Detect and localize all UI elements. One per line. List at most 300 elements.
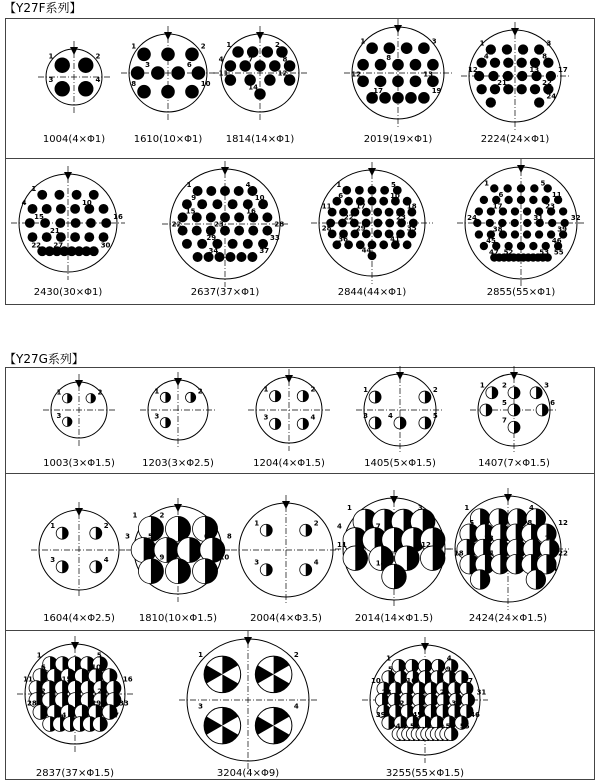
key-marker-icon xyxy=(368,168,376,176)
connector-diagram xyxy=(34,37,114,117)
contact-pin xyxy=(197,199,207,209)
contact-pin xyxy=(270,418,281,429)
pin-number-label: 12 xyxy=(467,65,478,74)
pin-number-label: 10 xyxy=(390,191,400,200)
pin-number-label: 1 xyxy=(48,52,54,61)
contact-pin xyxy=(530,387,542,399)
contact-pin xyxy=(161,85,175,99)
pin-number-label: 1 xyxy=(56,388,62,397)
contact-pin xyxy=(526,570,545,589)
connector-caption: 2014(14×Φ1.5) xyxy=(354,613,434,624)
pin-number-label: 1 xyxy=(198,651,203,660)
pin-number-label: 17 xyxy=(463,677,473,686)
contact-pin xyxy=(72,190,82,200)
contact-pin-large xyxy=(204,656,241,693)
pin-number-label: 23 xyxy=(97,687,107,696)
pin-number-label: 8 xyxy=(427,522,433,531)
contact-pin xyxy=(254,60,265,71)
contact-pin xyxy=(380,186,389,195)
contact-pin xyxy=(369,417,381,429)
pin-number-label: 10 xyxy=(82,198,92,207)
contact-pin xyxy=(476,84,486,94)
pin-number-label: 2 xyxy=(95,52,101,61)
contact-pin xyxy=(523,219,531,227)
contact-pin xyxy=(517,71,527,81)
pin-number-label: 52 xyxy=(409,722,420,731)
contact-pin xyxy=(517,196,525,204)
pin-number-label: 17 xyxy=(492,202,503,211)
pin-number-label: 4 xyxy=(245,181,251,190)
pin-number-label: 4 xyxy=(21,198,27,207)
connector-face-svg xyxy=(227,491,345,609)
connector-diagram xyxy=(158,157,292,291)
contact-pin xyxy=(403,240,412,249)
contact-pin xyxy=(131,66,145,80)
pin-number-label: 11 xyxy=(337,540,347,549)
pin-number-label: 28 xyxy=(274,220,285,229)
contact-pin xyxy=(84,232,94,242)
pin-number-label: 35 xyxy=(406,224,417,233)
pin-number-label: 1 xyxy=(132,511,138,520)
contact-pin xyxy=(508,387,520,399)
pin-number-label: 16 xyxy=(406,677,417,686)
connector-caption: 1204(4×Φ1.5) xyxy=(253,458,325,469)
key-marker-icon xyxy=(285,375,293,383)
contact-pin xyxy=(375,59,387,71)
contact-pin xyxy=(427,59,439,71)
contact-pin xyxy=(182,239,192,249)
contact-pin xyxy=(503,58,513,68)
connector-face-svg xyxy=(122,494,234,606)
contact-pin xyxy=(530,84,540,94)
pin-number-label: 3 xyxy=(263,413,269,422)
pin-number-label: 2 xyxy=(159,511,165,520)
pin-number-label: 22 xyxy=(35,687,46,696)
connector-diagram xyxy=(39,370,119,450)
pin-number-label: 5 xyxy=(540,179,546,188)
contact-pin xyxy=(300,524,312,536)
contact-pin xyxy=(518,44,528,54)
connector-caption: 2844(44×Φ1) xyxy=(337,287,407,298)
contact-pin xyxy=(70,204,80,214)
contact-pin xyxy=(220,186,230,196)
key-marker-icon xyxy=(517,165,525,173)
pin-number-label: 3 xyxy=(145,61,150,70)
pin-number-label: 3 xyxy=(254,558,260,567)
contact-pin xyxy=(382,564,407,589)
pin-number-label: 4 xyxy=(95,76,101,85)
contact-pin xyxy=(523,230,531,238)
pin-number-label: 1 xyxy=(386,654,391,663)
contact-pin xyxy=(503,184,511,192)
pin-number-label: 10 xyxy=(200,79,211,88)
pin-number-label: 7 xyxy=(375,522,381,531)
contact-pin xyxy=(101,218,111,228)
connector-diagram xyxy=(331,486,457,612)
contact-pin xyxy=(385,208,394,217)
pin-number-label: 22 xyxy=(171,220,182,229)
pin-number-label: 23 xyxy=(396,213,406,222)
contact-pin xyxy=(366,42,378,54)
contact-pin xyxy=(78,58,93,73)
contact-pin xyxy=(234,186,244,196)
pin-number-label: 29 xyxy=(91,699,102,708)
connector-face-svg xyxy=(443,484,573,614)
pin-number-label: 12 xyxy=(558,518,568,527)
pin-number-label: 45 xyxy=(412,710,423,719)
contact-pin xyxy=(185,47,199,61)
pin-number-label: 38 xyxy=(451,699,462,708)
connector-diagram xyxy=(27,498,131,602)
pin-number-label: 2 xyxy=(97,388,103,397)
pin-number-label: 15 xyxy=(61,675,72,684)
contact-pin xyxy=(418,92,430,104)
connector-face-svg xyxy=(358,633,492,767)
connector-diagram xyxy=(453,155,589,291)
pin-number-label: 32 xyxy=(394,699,405,708)
pin-number-label: 24 xyxy=(547,564,558,573)
pin-number-label: 38 xyxy=(492,225,503,234)
contact-pin xyxy=(343,546,368,571)
connector-caption: 2430(30×Φ1) xyxy=(33,287,103,298)
pin-number-label: 41 xyxy=(390,235,400,244)
contact-pin xyxy=(369,391,381,403)
contact-pin xyxy=(212,199,222,209)
pin-number-label: 39 xyxy=(375,710,386,719)
contact-pin xyxy=(379,240,388,249)
contact-pin xyxy=(247,252,257,262)
connector-face-svg xyxy=(117,22,219,124)
contact-pin xyxy=(262,212,272,222)
connector-caption: 1810(10×Φ1.5) xyxy=(138,613,218,624)
contact-pin xyxy=(529,196,537,204)
pin-number-label: 1 xyxy=(479,39,485,48)
pin-number-label: 53 xyxy=(445,722,456,731)
contact-pin xyxy=(486,97,496,107)
contact-pin xyxy=(529,242,537,250)
pin-number-label: 23 xyxy=(381,688,392,697)
pin-number-label: 28 xyxy=(27,699,37,708)
connector-face-svg xyxy=(34,37,114,117)
pin-number-label: 34 xyxy=(56,711,67,720)
pin-number-label: 36 xyxy=(338,235,348,244)
pin-number-label: 12 xyxy=(351,70,362,79)
key-marker-icon xyxy=(174,378,182,386)
contact-pin xyxy=(56,527,68,539)
contact-pin xyxy=(420,546,445,571)
pin-number-label: 5 xyxy=(432,411,438,420)
pin-number-label: 3 xyxy=(198,702,203,711)
pin-number-label: 1 xyxy=(50,522,56,531)
connector-face-svg xyxy=(244,365,334,455)
contact-pin xyxy=(535,230,543,238)
contact-pin xyxy=(228,199,238,209)
connector-diagram xyxy=(340,15,456,131)
contact-pin xyxy=(55,81,70,96)
pin-number-label: 22 xyxy=(343,213,354,222)
pin-number-label: 30 xyxy=(100,241,111,250)
contact-pin xyxy=(357,59,369,71)
key-marker-icon xyxy=(71,642,79,650)
contact-pin xyxy=(161,47,175,61)
pin-number-label: 7 xyxy=(248,55,254,64)
connector-diagram xyxy=(227,491,345,609)
contact-pin xyxy=(373,230,382,239)
contact-pin xyxy=(62,393,72,403)
pin-number-label: 4 xyxy=(529,503,534,512)
key-marker-icon xyxy=(510,372,518,380)
pin-number-label: 10 xyxy=(254,194,265,203)
pin-number-label: 5 xyxy=(148,532,153,541)
contact-pin xyxy=(171,66,185,80)
contact-pin xyxy=(410,75,422,87)
section-title-y27g: 【Y27G系列】 xyxy=(4,352,84,366)
pin-number-label: 47 xyxy=(488,248,499,257)
contact-pin xyxy=(530,184,538,192)
connector-diagram xyxy=(122,494,234,606)
pin-number-label: 8 xyxy=(282,55,288,64)
contact-pin xyxy=(160,418,170,428)
pin-number-label: 10 xyxy=(91,663,102,672)
connector-caption: 2224(24×Φ1) xyxy=(480,134,550,145)
contact-pin xyxy=(243,239,253,249)
pin-number-label: 4 xyxy=(310,413,316,422)
connector-face-svg xyxy=(27,498,131,602)
pin-number-label: 1 xyxy=(363,386,368,395)
connector-diagram xyxy=(209,22,311,124)
connector-face-svg xyxy=(331,486,457,612)
pin-number-label: 6 xyxy=(550,399,555,407)
pin-number-label: 15 xyxy=(34,213,44,222)
contact-pin xyxy=(523,207,531,215)
key-marker-icon xyxy=(244,637,252,645)
contact-pin xyxy=(405,92,417,104)
connector-diagram xyxy=(117,22,219,124)
pin-number-label: 3 xyxy=(417,504,423,513)
pin-number-label: 15 xyxy=(185,207,196,216)
pin-number-label: 7 xyxy=(502,416,507,425)
contact-pin xyxy=(71,218,81,228)
contact-pin xyxy=(297,391,308,402)
contact-pin xyxy=(297,418,308,429)
pin-number-label: 46 xyxy=(470,710,480,719)
contact-pin xyxy=(375,75,387,87)
contact-pin xyxy=(260,564,272,576)
contact-pin xyxy=(486,387,498,399)
connector-face-svg xyxy=(175,627,321,773)
pin-number-label: 22 xyxy=(31,241,42,250)
contact-pin xyxy=(62,417,72,427)
connector-face-svg xyxy=(209,22,311,124)
contact-pin xyxy=(392,59,404,71)
key-marker-icon xyxy=(164,32,172,40)
pin-number-label: 28 xyxy=(321,224,332,233)
contact-pin xyxy=(385,219,394,228)
connector-caption: 2837(37×Φ1.5) xyxy=(35,768,115,779)
pin-number-label: 11 xyxy=(551,190,562,199)
connector-diagram xyxy=(13,632,137,756)
pin-number-label: 9 xyxy=(445,665,451,674)
contact-pin xyxy=(99,204,109,214)
pin-number-label: 3 xyxy=(154,412,160,421)
key-marker-icon xyxy=(70,47,78,55)
contact-pin xyxy=(511,207,519,215)
connector-caption: 1405(5×Φ1.5) xyxy=(364,458,436,469)
pin-number-label: 3 xyxy=(546,39,552,48)
contact-pin xyxy=(264,74,275,85)
connector-diagram xyxy=(358,633,492,767)
contact-pin xyxy=(186,392,196,402)
pin-number-label: 3 xyxy=(544,381,550,390)
pin-number-label: 8 xyxy=(386,53,392,62)
contact-pin-large xyxy=(204,707,241,744)
pin-number-label: 11 xyxy=(218,69,229,78)
pin-number-label: 2 xyxy=(310,385,316,394)
connector-caption: 1004(4×Φ1) xyxy=(42,134,106,145)
pin-number-label: 2 xyxy=(502,381,507,390)
pin-number-label: 4 xyxy=(483,52,489,61)
contact-pin xyxy=(234,212,244,222)
contact-pin xyxy=(342,186,351,195)
contact-pin xyxy=(511,219,519,227)
key-marker-icon xyxy=(421,643,429,651)
connector-face-svg xyxy=(39,370,119,450)
key-marker-icon xyxy=(390,496,398,504)
contact-pin xyxy=(206,186,216,196)
pin-number-label: 1 xyxy=(336,180,342,189)
pin-number-label: 10 xyxy=(219,553,230,562)
contact-pin xyxy=(368,186,377,195)
pin-number-label: 1 xyxy=(186,181,192,190)
pin-number-label: 4 xyxy=(337,522,342,531)
contact-pin xyxy=(517,58,527,68)
contact-pin xyxy=(193,252,203,262)
contact-pin xyxy=(490,184,498,192)
pin-number-label: 3 xyxy=(50,555,56,564)
contact-pin xyxy=(504,196,512,204)
contact-pin xyxy=(517,184,525,192)
pin-number-label: 12 xyxy=(277,69,288,78)
contact-pin xyxy=(193,559,218,584)
pin-number-label: 46 xyxy=(551,236,562,245)
pin-number-label: 4 xyxy=(293,702,299,711)
pin-number-label: 2 xyxy=(432,386,438,395)
pin-number-label: 3 xyxy=(363,411,368,420)
contact-pin xyxy=(480,196,488,204)
connector-face-svg xyxy=(453,155,589,291)
connector-diagram xyxy=(7,162,129,284)
contact-pin xyxy=(137,47,151,61)
pin-number-label: 1 xyxy=(360,37,366,46)
pin-number-label: 16 xyxy=(113,213,123,222)
pin-number-label: 6 xyxy=(203,532,209,541)
connector-caption: 2855(55×Φ1) xyxy=(486,287,556,298)
connector-caption: 2019(19×Φ1) xyxy=(363,134,433,145)
connector-diagram xyxy=(443,484,573,614)
pin-number-label: 1 xyxy=(263,385,269,394)
key-marker-icon xyxy=(64,172,72,180)
pin-number-label: 45 xyxy=(486,236,496,245)
contact-pin xyxy=(138,559,163,584)
pin-number-label: 2 xyxy=(275,41,280,50)
pin-number-label: 4 xyxy=(313,558,319,567)
pin-number-label: 2 xyxy=(293,651,299,660)
contact-pin xyxy=(401,42,413,54)
contact-pin xyxy=(270,391,281,402)
pin-number-label: 18 xyxy=(453,549,464,558)
pin-number-label: 24 xyxy=(439,688,450,697)
pin-number-label: 16 xyxy=(246,207,256,216)
pin-number-label: 8 xyxy=(131,79,137,88)
contact-pin xyxy=(511,230,519,238)
contact-pin xyxy=(502,44,512,54)
pin-number-label: 4 xyxy=(218,55,224,64)
contact-pin xyxy=(236,252,246,262)
contact-pin xyxy=(260,524,272,536)
contact-pin xyxy=(559,207,567,215)
pin-number-label: 13 xyxy=(423,70,434,79)
key-marker-icon xyxy=(174,504,182,512)
contact-pin xyxy=(54,190,64,200)
pin-number-label: 27 xyxy=(53,241,64,250)
pin-number-label: 52 xyxy=(503,248,514,257)
pin-number-label: 3 xyxy=(56,412,62,420)
connector-face-svg xyxy=(13,632,137,756)
contact-pin xyxy=(89,246,99,256)
contact-pin xyxy=(410,59,422,71)
key-marker-icon xyxy=(256,32,264,40)
connector-face-svg xyxy=(457,18,573,134)
key-marker-icon xyxy=(282,501,290,509)
pin-number-label: 23 xyxy=(545,202,555,211)
pin-number-label: 11 xyxy=(23,675,33,684)
connector-caption: 2004(4×Φ3.5) xyxy=(250,613,322,624)
connector-face-svg xyxy=(7,162,129,284)
contact-pin xyxy=(475,230,483,238)
pin-number-label: 31 xyxy=(533,213,544,222)
pin-number-label: 6 xyxy=(498,190,504,199)
contact-pin xyxy=(228,239,238,249)
pin-number-label: 9 xyxy=(191,194,197,203)
contact-pin xyxy=(419,417,431,429)
pin-number-label: 1 xyxy=(484,179,490,188)
key-marker-icon xyxy=(221,167,229,175)
key-marker-icon xyxy=(75,508,83,516)
contact-pin xyxy=(490,58,500,68)
pin-number-label: 5 xyxy=(502,399,507,407)
connector-caption: 3255(55×Φ1.5) xyxy=(385,768,465,779)
pin-number-label: 31 xyxy=(476,688,487,697)
connector-face-svg xyxy=(136,368,220,452)
pin-number-label: 4 xyxy=(103,555,109,564)
connector-caption: 1407(7×Φ1.5) xyxy=(478,458,550,469)
connector-face-svg xyxy=(352,362,448,458)
contact-pin xyxy=(536,404,548,416)
contact-pin xyxy=(86,218,96,228)
pin-number-label: 5 xyxy=(96,651,102,660)
connector-face-svg xyxy=(466,362,562,458)
pin-number-label: 13 xyxy=(529,65,540,74)
pin-number-label: 6 xyxy=(40,663,46,672)
contact-pin xyxy=(384,42,396,54)
pin-number-label: 6 xyxy=(186,61,192,70)
key-marker-icon xyxy=(511,28,519,36)
row-divider xyxy=(6,473,594,474)
pin-number-label: 21 xyxy=(49,227,60,236)
pin-number-label: 22 xyxy=(542,79,552,88)
pin-number-label: 32 xyxy=(570,213,581,222)
connector-caption: 1203(3×Φ2.5) xyxy=(142,458,214,469)
